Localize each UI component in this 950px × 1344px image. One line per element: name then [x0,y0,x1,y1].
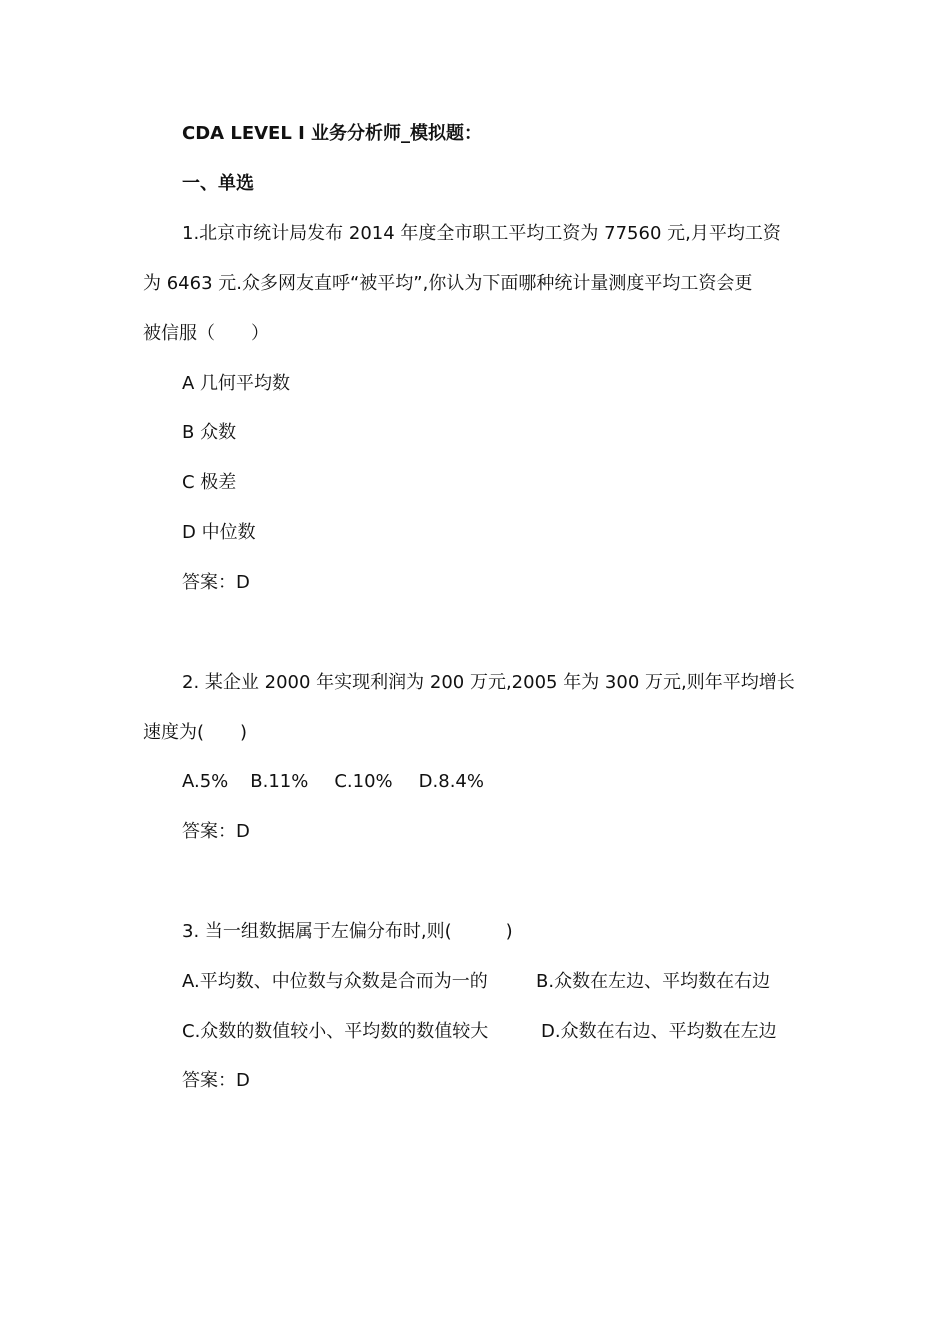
answer-value: D [236,572,250,593]
q1-option-d: D 中位数 [182,522,256,543]
q1-option-b: B 众数 [182,422,237,443]
q1-answer [182,571,250,595]
q2-stem-line-1: 2. 某企业 2000 年实现利润为 200 万元,2005 年为 300 万元,则年平均增长 [182,672,795,693]
q2-option-a: A.5% [182,771,229,792]
q3-option-d: D.众数在右边、平均数在左边 [541,1021,777,1042]
q1-option-a: A 几何平均数 [182,373,291,394]
q1-option-c: C 极差 [182,472,237,493]
answer-value: D [236,821,250,842]
q3-option-b: B.众数在左边、平均数在右边 [536,971,771,992]
q2-answer [182,820,250,844]
section-heading: 一、单选 [182,173,254,194]
q1-stem-line-3: 被信服（ ） [143,323,269,344]
answer-label: 答案： [182,821,236,842]
q2-option-b: B.11% [250,771,309,792]
q1-stem-line-1: 1.北京市统计局发布 2014 年度全市职工平均工资为 77560 元,月平均工资 [182,223,781,244]
q3-answer [182,1069,250,1093]
document-title: CDA LEVEL Ⅰ 业务分析师_模拟题： [182,123,483,144]
q3-stem-line-1: 3. 当一组数据属于左偏分布时,则( ) [182,921,513,942]
q2-stem-line-2: 速度为( ) [143,722,248,743]
q2-option-c: C.10% [334,771,393,792]
q1-stem-line-2: 为 6463 元.众多网友直呼“被平均”,你认为下面哪种统计量测度平均工资会更 [143,273,753,294]
q2-option-d: D.8.4% [418,771,484,792]
q3-option-a: A.平均数、中位数与众数是合而为一的 [182,971,488,992]
answer-label: 答案： [182,572,236,593]
q2-options [182,770,484,794]
answer-label: 答案： [182,1070,236,1091]
answer-value: D [236,1070,250,1091]
q3-option-c: C.众数的数值较小、平均数的数值较大 [182,1021,489,1042]
